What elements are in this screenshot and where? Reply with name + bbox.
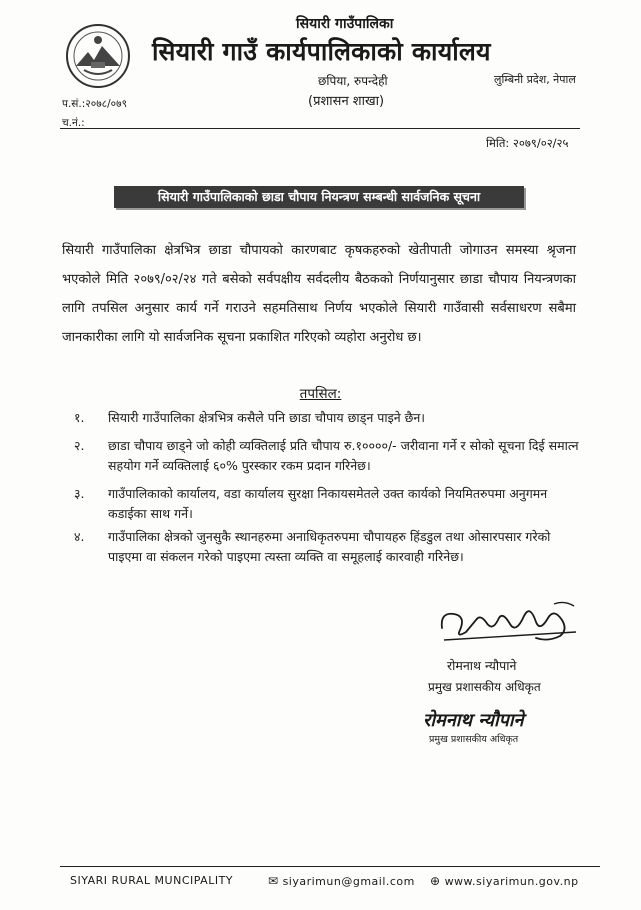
globe-icon: ⊕ [430, 874, 441, 888]
office-location: छपिया, रुपन्देही [318, 74, 388, 88]
branch-name: (प्रशासन शाखा) [308, 94, 385, 109]
notice-subject: सियारी गाउँपालिकाको छाडा चौपाय नियन्त्रण सम्बन्धी सार्वजनिक सूचना [114, 186, 524, 208]
signer-name: रोमनाथ न्यौपाने [447, 658, 517, 673]
email-address: siyarimun@gmail.com [282, 875, 415, 888]
name-stamp [423, 708, 553, 750]
header-divider [60, 128, 580, 129]
footer-divider [60, 866, 600, 867]
province-label: लुम्बिनी प्रदेश, नेपाल [494, 73, 576, 86]
handwritten-signature [436, 598, 582, 646]
list-item-text: सियारी गाउँपालिका क्षेत्रभित्र कसैले पनि छाडा चौपाय छाड्न पाइने छैन। [108, 410, 426, 425]
stamp-title: प्रमुख प्रशासकीय अधिकृत [429, 734, 519, 745]
list-item [74, 527, 582, 571]
notice-body: सियारी गाउँपालिका क्षेत्रभित्र छाडा चौपायको कारणबाट कृषकहरुको खेतीपाती जोगाउन समस्या श्रृजना भएकोले मिति २०७९/०२/२४ गते बसेको सर्वपक्षीय सर्वदलीय बैठकको निर्णयानुसार छाडा चौपाय नियन्त्रणका लागि तपसिल अनुसार कार्य गर्ने गराउने सहमतिसाथ निर्णय भएकोले सियारी गाउँवासी सर्वसाधरण सबैमा जानकारीका लागि यो सार्वजनिक सूचना प्रकाशित गरिएको व्यहोरा अनुरोध छ। [62, 243, 576, 345]
list-item-text: छाडा चौपाय छाड्ने जो कोही व्यक्तिलाई प्रति चौपाय रु.१००००/- जरीवाना गर्ने र सोको सूचना दिई समात्न सहयोग गर्ने व्यक्तिलाई ६०% पुरस्कार रकम प्रदान गरिनेछ। [108, 438, 579, 473]
notice-date: मिति: २०७९/०२/२५ [486, 136, 569, 150]
municipality-name: सियारी गाउँपालिका [296, 16, 394, 32]
footer-organization: SIYARI RURAL MUNCIPALITY [70, 874, 234, 887]
list-item [74, 436, 582, 480]
footer-website [430, 874, 579, 888]
details-heading: तपसिल: [299, 386, 342, 402]
list-item [74, 484, 582, 528]
website-url: www.siyarimun.gov.np [444, 875, 579, 888]
stamp-name: रोमनाथ न्यौपाने [423, 710, 524, 731]
list-item-text: गाउँपालिकाको कार्यालय, वडा कार्यालय सुरक्षा निकायसमेतले उक्त कार्यको नियमितरुपमा अनुगमन कडाईका साथ गर्ने। [108, 486, 548, 521]
list-item [74, 408, 582, 430]
envelope-icon: ✉ [268, 874, 279, 888]
list-item-number: २. [74, 438, 85, 453]
signer-title: प्रमुख प्रशासकीय अधिकृत [428, 680, 541, 694]
footer-email [268, 874, 415, 888]
reference-number: प.सं.:२०७८/०७९ [62, 98, 128, 110]
dispatch-number: च.नं.: [62, 117, 85, 129]
list-item-number: ४. [74, 529, 85, 544]
municipality-emblem-logo [64, 22, 132, 90]
list-item-number: १. [74, 410, 85, 425]
list-item-text: गाउँपालिका क्षेत्रको जुनसुकै स्थानहरुमा अनाधिकृतरुपमा चौपायहरु हिंडडुल तथा ओसारपसार गरेको पाइएमा वा संकलन गरेको पाइएमा त्यस्ता व्यक्ति वा समूहलाई कारवाही गरिनेछ। [108, 529, 551, 564]
list-item-number: ३. [74, 486, 85, 501]
office-title: सियारी गाउँ कार्यपालिकाको कार्यालय [152, 37, 491, 66]
